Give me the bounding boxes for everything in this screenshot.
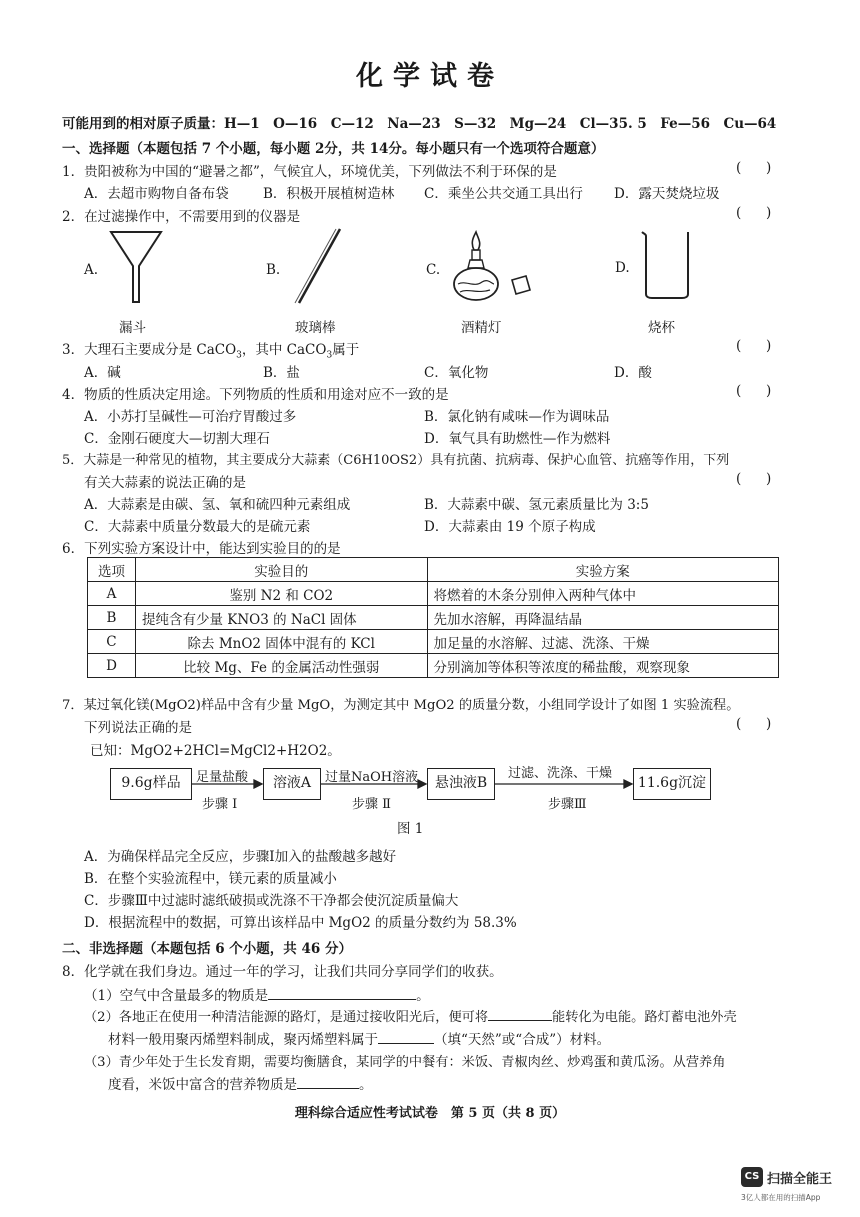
answer-bracket: ( ) — [736, 338, 772, 354]
beaker-icon — [640, 228, 692, 300]
scanner-tagline: 3亿人都在用的扫描App — [741, 1193, 821, 1202]
glass-rod-icon — [293, 226, 345, 306]
option-b: B．积极开展植树造林 — [263, 186, 395, 202]
question-stem: 1．贵阳被称为中国的“避暑之都”，气候宜人，环境优美，下列做法不利于环保的是 — [62, 164, 557, 180]
known-reaction: 已知：MgO2+2HCl=MgCl2+H2O2。 — [90, 743, 341, 759]
option-a: A．碱 — [84, 365, 121, 381]
option-c: C．氧化物 — [424, 365, 489, 381]
answer-blank[interactable] — [488, 1020, 552, 1021]
flow-box-precipitate: 11.6g沉淀 — [633, 768, 711, 800]
arrow-3-step: 步骤Ⅲ — [548, 797, 587, 812]
option-b: B．氯化钠有咸味—作为调味品 — [424, 409, 610, 425]
option-d: D．根据流程中的数据，可算出该样品中 MgO2 的质量分数约为 58.3% — [84, 915, 517, 931]
answer-blank[interactable] — [268, 999, 416, 1000]
flow-arrows — [0, 776, 860, 792]
table-row — [88, 582, 779, 606]
table-cell: 比较 Mg、Fe 的金属活动性强弱 — [135, 654, 427, 678]
glass-rod-label: 玻璃棒 — [295, 320, 336, 336]
option-d: D．露天焚烧垃圾 — [614, 186, 720, 202]
option-a: A．小苏打呈碱性—可治疗胃酸过多 — [84, 409, 297, 425]
question-stem-line-2: 有关大蒜素的说法正确的是 — [84, 475, 246, 491]
table-cell: B — [88, 606, 136, 630]
table-cell: 分别滴加等体积等浓度的稀盐酸，观察现象 — [427, 654, 778, 678]
table-header-cell: 实验目的 — [135, 558, 427, 582]
figure-caption: 图 1 — [397, 821, 424, 837]
option-b: B．在整个实验流程中，镁元素的质量减小 — [84, 871, 337, 887]
page-title: 化学试卷 — [356, 61, 504, 92]
section-2-heading: 二、非选择题（本题包括 6 个小题，共 46 分） — [62, 941, 352, 957]
page-footer: 理科综合适应性考试试卷 第 5 页（共 8 页） — [294, 1106, 566, 1121]
option-d: D. — [615, 260, 630, 276]
arrow-2-reagent: 过量NaOH溶液 — [325, 770, 419, 785]
option-c: C. — [426, 262, 441, 278]
answer-bracket: ( ) — [736, 471, 772, 487]
flow-box-solution-a: 溶液A — [263, 768, 321, 800]
table-cell: A — [88, 582, 136, 606]
table-cell: 鉴别 N2 和 CO2 — [135, 582, 427, 606]
scanner-app-name: 扫描全能王 — [767, 1172, 833, 1187]
table-row — [88, 606, 779, 630]
option-b: B. — [266, 262, 281, 278]
option-b: B．大蒜素中碳、氢元素质量比为 3:5 — [424, 497, 649, 513]
option-d: D．大蒜素由 19 个原子构成 — [424, 519, 596, 535]
option-a: A．为确保样品完全反应，步骤I加入的盐酸越多越好 — [84, 849, 397, 865]
camscanner-logo: CS — [741, 1167, 763, 1187]
part-2-continued: 材料一般用聚丙烯塑料制成，聚丙烯塑料属于 （填“天然”或“合成”）材料。 — [108, 1032, 611, 1048]
question-stem: 8．化学就在我们身边。通过一年的学习，让我们共同分享同学们的收获。 — [62, 964, 503, 980]
table-cell: 先加水溶解，再降温结晶 — [427, 606, 778, 630]
answer-bracket: ( ) — [736, 205, 772, 221]
option-c: C．大蒜素中质量分数最大的是硫元素 — [84, 519, 311, 535]
alcohol-lamp-label: 酒精灯 — [461, 320, 502, 336]
option-a: A. — [84, 262, 99, 278]
flow-box-sample: 9.6g样品 — [110, 768, 192, 800]
table-cell: 除去 MnO2 固体中混有的 KCl — [135, 630, 427, 654]
alcohol-lamp-icon — [450, 230, 536, 306]
part-2: （2）各地正在使用一种清洁能源的路灯，是通过接收阳光后，便可将 能转化为电能。路灯蓄电池外壳 — [84, 1010, 737, 1025]
part-1: （1）空气中含量最多的物质是 。 — [84, 988, 430, 1004]
arrow-2-step: 步骤 Ⅱ — [352, 797, 391, 812]
question-stem-line-2: 下列说法正确的是 — [84, 720, 192, 736]
table-cell: D — [88, 654, 136, 678]
question-stem: 7．某过氧化镁(MgO2)样品中含有少量 MgO，为测定其中 MgO2 的质量分数，小组同学设计了如图 1 实验流程。 — [62, 698, 740, 713]
option-b: B．盐 — [263, 365, 300, 381]
option-a: A．去超市购物自备布袋 — [84, 186, 229, 202]
table-header-cell: 选项 — [88, 558, 136, 582]
answer-bracket: ( ) — [736, 160, 772, 176]
section-1-heading: 一、选择题（本题包括 7 个小题，每小题 2分，共 14分。每小题只有一个选项符合题意） — [62, 141, 605, 157]
table-cell: C — [88, 630, 136, 654]
option-a: A．大蒜素是由碳、氢、氧和硫四种元素组成 — [84, 497, 351, 513]
flow-box-suspension-b: 悬浊液B — [427, 768, 495, 800]
part-3-continued: 度看，米饭中富含的营养物质是 。 — [108, 1077, 373, 1093]
answer-blank[interactable] — [297, 1088, 359, 1089]
beaker-label: 烧杯 — [648, 320, 675, 336]
option-c: C．金刚石硬度大—切割大理石 — [84, 431, 270, 447]
answer-blank[interactable] — [378, 1043, 434, 1044]
table-header-row — [88, 558, 779, 582]
arrow-3-operation: 过滤、洗涤、干燥 — [508, 766, 613, 781]
answer-bracket: ( ) — [736, 383, 772, 399]
part-3: （3）青少年处于生长发育期，需要均衡膳食，某同学的中餐有：米饭、青椒肉丝、炒鸡蛋和黄瓜汤。从营养角 — [84, 1055, 726, 1070]
funnel-icon — [108, 228, 164, 304]
question-stem: 5．大蒜是一种常见的植物，其主要成分大蒜素（C6H10OS2）具有抗菌、抗病毒、保护心血管、抗癌等作用，下列 — [62, 453, 730, 468]
question-stem: 3．大理石主要成分是 CaCO$_3$，其中 CaCO$_3$属于 — [62, 342, 360, 361]
arrow-1-reagent: 足量盐酸 — [196, 770, 249, 785]
funnel-label: 漏斗 — [119, 320, 146, 336]
question-stem: 2．在过滤操作中，不需要用到的仪器是 — [62, 209, 301, 225]
question-stem: 4．物质的性质决定用途。下列物质的性质和用途对应不一致的是 — [62, 387, 449, 403]
atomic-masses: 可能用到的相对原子质量：H—1 O—16 C—12 Na—23 S—32 Mg—24 Cl—35. 5 Fe—56 Cu—64 — [62, 116, 777, 132]
experiment-table — [87, 557, 779, 678]
option-d: D．酸 — [614, 365, 652, 381]
option-c: C．步骤Ⅲ中过滤时滤纸破损或洗涤不干净都会使沉淀质量偏大 — [84, 893, 459, 909]
table-cell: 加足量的水溶解、过滤、洗涤、干燥 — [427, 630, 778, 654]
table-cell: 将燃着的木条分别伸入两种气体中 — [427, 582, 778, 606]
answer-bracket: ( ) — [736, 716, 772, 732]
question-stem: 6．下列实验方案设计中，能达到实验目的的是 — [62, 541, 341, 557]
option-c: C．乘坐公共交通工具出行 — [424, 186, 583, 202]
table-cell: 提纯含有少量 KNO3 的 NaCl 固体 — [135, 606, 427, 630]
arrow-1-step: 步骤 I — [202, 797, 238, 812]
table-row — [88, 654, 779, 678]
option-d: D．氧气具有助燃性—作为燃料 — [424, 431, 611, 447]
table-row — [88, 630, 779, 654]
table-header-cell: 实验方案 — [427, 558, 778, 582]
